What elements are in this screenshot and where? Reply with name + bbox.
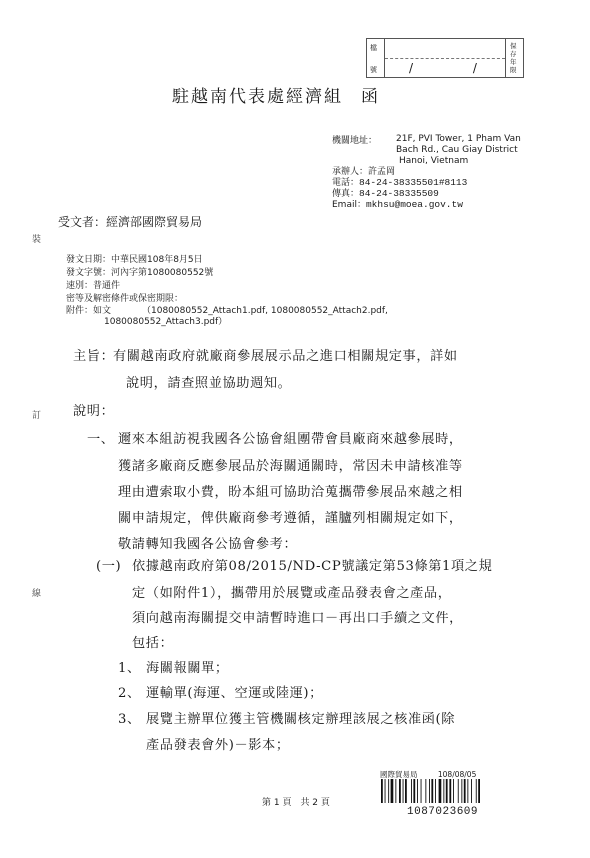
barcode-bar xyxy=(403,779,404,803)
explanation-label: 說明： xyxy=(73,404,115,419)
issue-number-value: 河內字第1080080552號 xyxy=(111,268,214,278)
address-line-2: Bach Rd., Cau Giay District xyxy=(396,145,518,155)
filing-label-column xyxy=(367,39,385,77)
barcode-bar xyxy=(439,779,442,803)
list-item-3-line-1: 展覽主辦單位獲主管機關核定辦理該展之核准函(除 xyxy=(146,712,456,727)
file-label: 檔 xyxy=(370,44,377,52)
barcode-bar xyxy=(435,779,436,803)
fax-value: 84-24-38335509 xyxy=(359,188,439,199)
email-value: mkhsu@moea.gov.tw xyxy=(365,199,463,210)
recipient-line xyxy=(58,213,202,230)
handler-label: 承辦人： xyxy=(332,167,369,177)
subject-line-1: 有關越南政府就廠商參展展示品之進口相關規定事，詳如 xyxy=(113,349,458,364)
email-label: Email： xyxy=(332,200,366,210)
sub-item-1-line-2: 定（如附件1），攜帶用於展覽或產品發表會之產品， xyxy=(132,586,452,601)
barcode-bar xyxy=(413,779,415,803)
address-line-3: Hanoi, Vietnam xyxy=(399,156,469,166)
barcode-bar xyxy=(467,779,468,803)
page-number: 第 1 頁 共 2 頁 xyxy=(262,798,330,808)
issue-number-label: 發文字號： xyxy=(66,268,112,278)
binding-mark-mid: 訂 xyxy=(32,411,42,421)
fax-label: 傳真： xyxy=(332,189,360,199)
handler-name: 許孟岡 xyxy=(368,167,396,177)
list-item-3-line-2: 產品發表會外)－影本； xyxy=(146,738,290,753)
retention-column xyxy=(505,39,523,77)
binding-mark-top: 裝 xyxy=(32,235,42,245)
barcode-bar xyxy=(425,779,426,803)
filing-divider xyxy=(385,58,505,59)
barcode-bar xyxy=(464,779,466,803)
sub-item-1-marker: (一) xyxy=(96,559,122,574)
barcode-bar xyxy=(446,779,448,803)
list-item-1-marker: 1、 xyxy=(118,661,141,676)
receipt-org: 國際貿易局 xyxy=(380,770,418,779)
sub-item-1-line-3: 須向越南海關提交申請暫時進口－再出口手續之文件， xyxy=(132,611,463,626)
address-label: 機關地址： xyxy=(332,136,378,146)
barcode-bar xyxy=(381,779,383,803)
barcode-bar xyxy=(431,779,433,803)
barcode-bar xyxy=(476,779,477,803)
sub-item-1-line-4: 包括： xyxy=(132,636,174,651)
barcode-bar xyxy=(421,779,422,803)
barcode-bar xyxy=(405,779,407,803)
attachment-label: 附件： xyxy=(66,306,94,316)
agency-name: 駐越南代表處經濟組 xyxy=(172,87,343,107)
barcode-bar xyxy=(411,779,412,803)
subject-line-2: 說明，請查照並協助週知。 xyxy=(126,376,292,391)
barcode-bar xyxy=(385,779,386,803)
filing-box xyxy=(366,38,524,78)
list-item-3-marker: 3、 xyxy=(118,712,141,727)
attachment-list-line-2: 1080080552_Attach3.pdf） xyxy=(104,317,228,327)
retention-label: 保存年限 xyxy=(510,42,517,74)
item-1-line-1: 邇來本組訪視我國各公協會組團帶會員廠商來越參展時， xyxy=(118,432,463,447)
barcode-bar xyxy=(429,779,430,803)
speed-value: 普通件 xyxy=(93,281,121,291)
recipient-label: 受文者： xyxy=(58,215,107,229)
address-line-1: 21F, PVI Tower, 1 Pham Van xyxy=(396,134,521,144)
binding-mark-bottom: 線 xyxy=(32,589,42,599)
secrecy-label: 密等及解密條件或保密期限： xyxy=(66,294,184,304)
issue-date-label: 發文日期： xyxy=(66,255,112,265)
item-1-line-4: 關申請規定，俾供廠商參考遵循，謹臚列相關規定如下， xyxy=(118,511,463,526)
handler-row xyxy=(332,167,395,177)
barcode-bar xyxy=(461,779,462,803)
filing-number-value: / / xyxy=(409,61,505,75)
barcode-bar xyxy=(395,779,396,803)
attachment-prefix: 如文 xyxy=(93,306,112,316)
receipt-date: 108/08/05 xyxy=(437,770,477,779)
email-row xyxy=(332,200,463,210)
barcode xyxy=(380,779,508,803)
barcode-bar xyxy=(388,779,389,803)
recipient-name: 經濟部國際貿易局 xyxy=(106,215,203,229)
item-1-line-3: 理由遭索取小費，盼本組可協助洽蒐攜帶參展品來越之相 xyxy=(118,485,463,500)
number-label: 號 xyxy=(370,66,377,74)
issue-date-value: 中華民國108年8月5日 xyxy=(111,255,203,265)
list-item-2-text: 運輸單(海運、空運或陸運)； xyxy=(146,686,323,701)
issue-number-row xyxy=(66,265,213,278)
list-item-2-marker: 2、 xyxy=(118,686,141,701)
speed-label: 速別： xyxy=(66,281,94,291)
barcode-bar xyxy=(471,779,472,803)
phone-value: 84-24-38335501#8113 xyxy=(359,177,468,188)
barcode-bar xyxy=(478,779,480,803)
letter-heading xyxy=(172,82,380,107)
list-item-1-text: 海關報關單； xyxy=(146,661,229,676)
barcode-bar xyxy=(453,779,454,803)
document-type: 函 xyxy=(361,87,380,107)
barcode-bar xyxy=(417,779,418,803)
barcode-bar xyxy=(449,779,451,803)
phone-label: 電話： xyxy=(332,178,360,188)
attachment-list-line-1: （1080080552_Attach1.pdf, 1080080552_Attach2.pdf, xyxy=(142,306,388,316)
barcode-bar xyxy=(443,779,444,803)
sub-item-1-line-1: 依據越南政府第08/2015/ND-CP號議定第53條第1項之規 xyxy=(132,559,493,574)
subject-label: 主旨： xyxy=(73,349,115,364)
barcode-bar xyxy=(458,779,459,803)
barcode-number: 1087023609 xyxy=(407,806,479,818)
phone-row xyxy=(332,178,467,188)
issue-date-row xyxy=(66,252,203,265)
fax-row xyxy=(332,189,439,199)
item-1-line-2: 獲諸多廠商反應參展品於海關通關時，常因未申請核准等 xyxy=(118,459,463,474)
item-1-line-5: 敬請轉知我國各公協會參考： xyxy=(118,537,298,552)
barcode-bar xyxy=(399,779,401,803)
item-1-marker: 一、 xyxy=(87,432,115,447)
barcode-bar xyxy=(391,779,394,803)
speed-row xyxy=(66,278,120,291)
